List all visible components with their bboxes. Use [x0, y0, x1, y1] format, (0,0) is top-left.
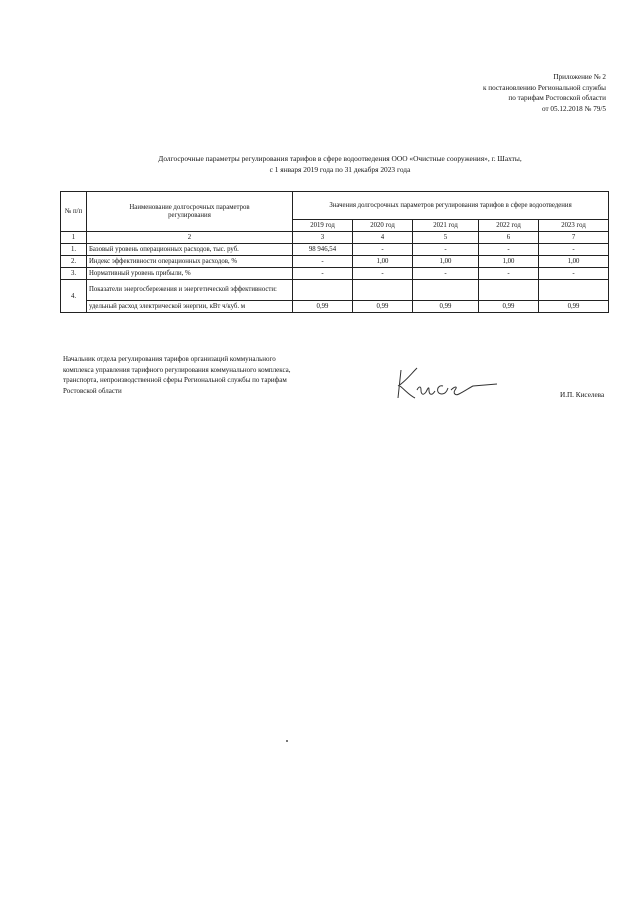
scan-artifact [286, 740, 288, 742]
parameters-table [60, 191, 609, 313]
header-year: 2021 год [413, 220, 479, 232]
row-num: 4. [61, 280, 87, 313]
row-num: 2. [61, 256, 87, 268]
row-name: Нормативный уровень прибыли, % [87, 268, 293, 280]
header-year: 2020 год [353, 220, 413, 232]
index-cell: 3 [293, 232, 353, 244]
row-value: - [479, 268, 539, 280]
row-value: - [293, 268, 353, 280]
row-value: 1,00 [353, 256, 413, 268]
appendix-date: от 05.12.2018 № 79/5 [541, 104, 606, 113]
header-year: 2019 год [293, 220, 353, 232]
table-row [61, 301, 609, 313]
title-line-2: с 1 января 2019 года по 31 декабря 2023 года [269, 165, 411, 174]
index-cell: 1 [61, 232, 87, 244]
table-row-energy-header [61, 280, 609, 301]
index-cell: 7 [539, 232, 609, 244]
row-value: - [539, 244, 609, 256]
header-num: № п/п [61, 192, 87, 232]
position-line: Начальник отдела регулирования тарифов организаций коммунального [63, 355, 276, 363]
empty-cell [293, 280, 353, 301]
row-value: 0,99 [293, 301, 353, 313]
row-value: 1,00 [413, 256, 479, 268]
index-cell: 5 [413, 232, 479, 244]
appendix-number: Приложение № 2 [553, 73, 606, 81]
row-name-group: Показатели энергосбережения и энергетической эффективности: [87, 280, 293, 301]
header-values-group: Значения долгосрочных параметров регулирования тарифов в сфере водоотведения [293, 192, 609, 220]
header-year: 2022 год [479, 220, 539, 232]
document-title [60, 153, 620, 175]
row-value: 1,00 [539, 256, 609, 268]
row-value: - [539, 268, 609, 280]
position-line: Ростовской области [63, 386, 122, 395]
row-value: - [479, 244, 539, 256]
row-value: - [353, 268, 413, 280]
position-line: комплекса управления тарифного регулирования коммунального комплекса, [63, 365, 291, 374]
index-cell: 4 [353, 232, 413, 244]
position-line: транспорта, непроизводственной сферы Региональной службы по тарифам [63, 376, 287, 384]
table-header-row [61, 192, 609, 220]
row-name: удельный расход электрической энергии, кВт ч/куб. м [87, 301, 293, 313]
row-value: - [413, 268, 479, 280]
column-index-row [61, 232, 609, 244]
empty-cell [479, 280, 539, 301]
row-value: 0,99 [413, 301, 479, 313]
handwritten-signature [395, 360, 505, 405]
title-line-1: Долгосрочные параметры регулирования тарифов в сфере водоотведения ООО «Очистные сооружения», г. Шахты, [158, 154, 522, 163]
row-value: 0,99 [539, 301, 609, 313]
row-num: 1. [61, 244, 87, 256]
signer-name: И.П. Киселева [560, 391, 605, 399]
index-cell: 2 [87, 232, 293, 244]
appendix-line-2: к постановлению Региональной службы [482, 83, 606, 92]
row-value: - [293, 256, 353, 268]
header-name: Наименование долгосрочных параметров регулирования [87, 192, 293, 232]
index-cell: 6 [479, 232, 539, 244]
empty-cell [413, 280, 479, 301]
row-value: 98 946,54 [293, 244, 353, 256]
row-value: 1,00 [479, 256, 539, 268]
table-row [61, 268, 609, 280]
signer-position [63, 354, 363, 396]
appendix-reference [483, 72, 606, 114]
row-value: 0,99 [353, 301, 413, 313]
row-num: 3. [61, 268, 87, 280]
row-value: 0,99 [479, 301, 539, 313]
row-name: Индекс эффективности операционных расходов, % [87, 256, 293, 268]
empty-cell [539, 280, 609, 301]
row-name: Базовый уровень операционных расходов, тыс. руб. [87, 244, 293, 256]
empty-cell [353, 280, 413, 301]
appendix-line-3: по тарифам Ростовской области [508, 94, 606, 102]
row-value: - [353, 244, 413, 256]
header-year: 2023 год [539, 220, 609, 232]
row-value: - [413, 244, 479, 256]
table-row [61, 256, 609, 268]
table-row [61, 244, 609, 256]
